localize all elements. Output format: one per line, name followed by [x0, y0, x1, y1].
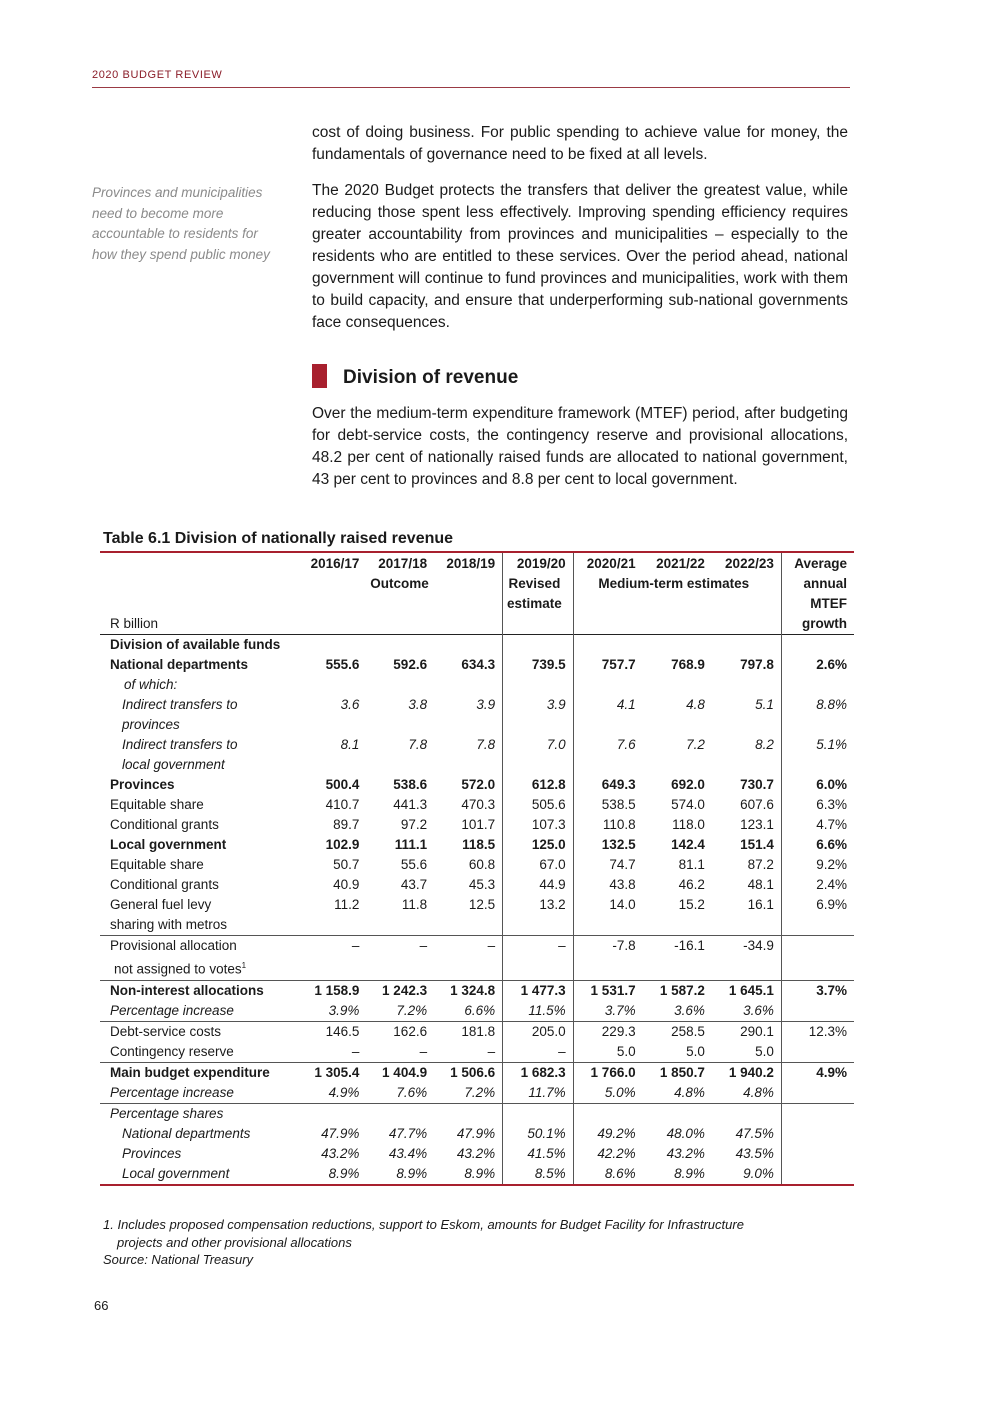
cell: 47.5%: [735, 1125, 774, 1141]
cell: 4.1: [573, 695, 642, 715]
table-header-row: [100, 553, 854, 574]
cell: 505.6: [503, 795, 573, 815]
cell: 46.2: [678, 877, 705, 892]
table-row: [100, 1021, 854, 1042]
cell: 50.7: [333, 857, 360, 872]
cell: [781, 936, 854, 957]
cell: 11.2: [334, 897, 360, 912]
row-label: General fuel levy: [110, 897, 212, 912]
row-label: Provisional allocation: [100, 936, 304, 957]
cell: 1 850.7: [643, 1062, 712, 1083]
cell: 162.6: [366, 1021, 434, 1042]
header-growth: growth: [781, 614, 854, 635]
paragraph-1: cost of doing business. For public spending to achieve value for money, the fundamentals of governance need to be fixed at all levels.: [312, 124, 848, 163]
cell: [781, 1001, 854, 1022]
cell: 730.7: [740, 777, 774, 792]
cell: 470.3: [461, 797, 496, 812]
cell: –: [351, 1043, 360, 1059]
cell: 441.3: [393, 797, 428, 812]
table-row: [100, 755, 854, 775]
row-label: Local government: [110, 837, 227, 852]
row-label: Conditional grants: [110, 817, 219, 832]
header-outcome: Outcome: [370, 576, 429, 591]
cell: 48.0%: [666, 1125, 705, 1141]
cell: 7.2%: [464, 1084, 496, 1100]
row-label: Non-interest allocations: [100, 980, 304, 1001]
row-label: Indirect transfers to: [122, 697, 238, 712]
header-estimate: estimate: [503, 594, 573, 614]
running-header: 2020 BUDGET REVIEW: [92, 69, 223, 81]
cell: 538.5: [573, 795, 642, 815]
cell: 1 477.3: [503, 980, 573, 1001]
cell: 7.2%: [396, 1002, 428, 1018]
table-row: [100, 1124, 854, 1144]
cell: 41.5%: [503, 1144, 573, 1164]
row-label: Percentage increase: [110, 1084, 234, 1100]
cell: 5.0: [755, 1043, 774, 1059]
row-label: Provinces: [122, 1145, 182, 1161]
row-label: National departments: [110, 657, 249, 672]
cell: 9.0%: [712, 1164, 781, 1185]
header-annual: annual: [781, 574, 854, 594]
cell: 592.6: [393, 657, 428, 672]
table-row: [100, 835, 854, 855]
footnote: [103, 1216, 823, 1252]
row-label: sharing with metros: [110, 917, 228, 932]
cell: 5.0: [686, 1043, 705, 1059]
cell: 55.6: [400, 857, 428, 872]
cell: 8.5%: [503, 1164, 573, 1185]
cell: 797.8: [740, 657, 774, 672]
cell: 102.9: [325, 837, 360, 852]
cell: 8.8%: [781, 695, 854, 715]
margin-note: Provinces and municipalities need to become more accountable to residents for how they spend public money: [92, 185, 270, 262]
cell: 1 506.6: [434, 1062, 503, 1083]
cell: 43.5%: [735, 1145, 774, 1161]
table-row: [100, 1144, 854, 1164]
cell: 607.6: [740, 797, 774, 812]
cell: 692.0: [671, 777, 705, 792]
cell: 410.7: [325, 797, 360, 812]
table-row: [100, 675, 854, 695]
footnote-line-1: 1. Includes proposed compensation reductions, support to Eskom, amounts for Budget Facility for Infrastructure: [103, 1217, 744, 1232]
cell: [781, 1083, 854, 1104]
cell: 12.5: [468, 897, 496, 912]
table-row: [100, 980, 854, 1001]
cell: 13.2: [503, 895, 573, 915]
cell: 634.3: [461, 657, 496, 672]
cell: 67.0: [503, 855, 573, 875]
cell: 8.2: [755, 737, 774, 752]
unit-label: R billion: [110, 616, 159, 631]
source-note: Source: National Treasury: [103, 1252, 254, 1267]
cell: 4.9%: [781, 1062, 854, 1083]
row-label: local government: [122, 757, 225, 772]
cell: 1 940.2: [712, 1062, 781, 1083]
cell: [781, 1164, 854, 1185]
cell: 125.0: [503, 835, 573, 855]
table-row: [100, 1083, 854, 1104]
cell: 538.6: [393, 777, 428, 792]
header-year: 2017/18: [378, 556, 428, 571]
cell: 5.1%: [781, 735, 854, 755]
cell: 6.6%: [781, 835, 854, 855]
table-row: [100, 795, 854, 815]
row-label: Equitable share: [110, 857, 204, 872]
table-row: [100, 775, 854, 795]
header-mtef: Medium-term estimates: [573, 574, 781, 594]
cell: 43.4%: [388, 1145, 428, 1161]
table-row: [100, 895, 854, 915]
table-row: [100, 956, 854, 980]
cell: 43.7: [400, 877, 428, 892]
row-label: Contingency reserve: [110, 1043, 234, 1059]
cell: 11.5%: [503, 1001, 573, 1022]
cell: 4.8: [686, 697, 705, 712]
cell: 649.3: [573, 775, 642, 795]
table-header-row: [100, 574, 854, 594]
cell: 768.9: [671, 657, 705, 672]
header-year: 2019/20: [503, 553, 573, 574]
cell: –: [487, 1043, 496, 1059]
cell: 50.1%: [503, 1124, 573, 1144]
cell: 2.4%: [781, 875, 854, 895]
header-rule: [92, 87, 850, 88]
cell: 43.2%: [666, 1145, 705, 1161]
row-label: provinces: [122, 717, 180, 732]
table-header-row: [100, 614, 854, 635]
row-label: Debt-service costs: [100, 1021, 304, 1042]
cell: 1 324.8: [434, 980, 503, 1001]
header-year: 2022/23: [725, 556, 774, 571]
row-label: Conditional grants: [110, 877, 219, 892]
cell: –: [366, 936, 434, 957]
cell: 3.6%: [674, 1002, 705, 1018]
row-label: Indirect transfers to: [122, 737, 238, 752]
cell: [781, 1042, 854, 1063]
table-header-row: [100, 594, 854, 614]
cell: 132.5: [573, 835, 642, 855]
cell: 11.8: [401, 897, 428, 912]
division-of-revenue-table: [100, 553, 854, 1186]
paragraph-2: The 2020 Budget protects the transfers that deliver the greatest value, while reducing those spent less effectively. Improving spending efficiency requires greater accountability from provinces and municipalities – especially to the residents who are entitled to these services. Over the period ahead, national government will continue to fund provinces and municipalities, work with them to build capacity, and ensure that underperforming sub-national governments face consequences.: [312, 182, 848, 331]
cell: 205.0: [503, 1021, 573, 1042]
cell: 1 158.9: [304, 980, 367, 1001]
paragraph-3: Over the medium-term expenditure framework (MTEF) period, after budgeting for debt-service costs, the contingency reserve and provisional allocations, 48.2 per cent of nationally raised funds are allocated to national government, 43 per cent to provinces and 8.8 per cent to local government.: [312, 405, 848, 488]
cell: 8.9%: [643, 1164, 712, 1185]
cell: 43.2%: [321, 1145, 360, 1161]
table-row: [100, 1164, 854, 1185]
table-row: [100, 936, 854, 957]
cell: 9.2%: [781, 855, 854, 875]
cell: 7.2: [686, 737, 705, 752]
cell: 1 766.0: [573, 1062, 642, 1083]
table-row: [100, 1103, 854, 1124]
cell: –: [419, 1043, 428, 1059]
cell: 181.8: [434, 1021, 503, 1042]
table-row: [100, 735, 854, 755]
cell: 7.6: [573, 735, 642, 755]
cell: 6.0%: [781, 775, 854, 795]
cell: 258.5: [643, 1021, 712, 1042]
cell: 3.9: [476, 697, 496, 712]
cell: 3.7%: [573, 1001, 642, 1022]
cell: –: [434, 936, 503, 957]
cell: 3.6%: [743, 1002, 774, 1018]
cell: 1 531.7: [573, 980, 642, 1001]
row-label: [100, 956, 304, 980]
cell: 739.5: [503, 655, 573, 675]
header-empty: [100, 553, 304, 574]
cell: 45.3: [468, 877, 496, 892]
header-revised: Revised: [503, 574, 573, 594]
cell: 5.0%: [573, 1083, 642, 1104]
cell: 574.0: [671, 797, 705, 812]
cell: 5.0: [573, 1042, 642, 1063]
table-title: Table 6.1 Division of nationally raised revenue: [103, 530, 454, 547]
table-row: [100, 815, 854, 835]
cell: 3.7%: [781, 980, 854, 1001]
row-label: Provinces: [110, 777, 175, 792]
cell: 7.8: [476, 737, 496, 752]
cell: 47.7%: [388, 1125, 428, 1141]
cell: 43.8: [573, 875, 642, 895]
cell: –: [304, 936, 367, 957]
cell: 48.1: [747, 877, 774, 892]
cell: 107.3: [503, 815, 573, 835]
cell: 7.0: [503, 735, 573, 755]
cell: 151.4: [740, 837, 774, 852]
cell: 1 242.3: [366, 980, 434, 1001]
cell: 4.7%: [781, 815, 854, 835]
cell: 16.1: [747, 897, 774, 912]
row-label: Main budget expenditure: [100, 1062, 304, 1083]
table-row: [100, 1001, 854, 1022]
cell: 47.9%: [321, 1125, 360, 1141]
header-year: 2018/19: [446, 556, 496, 571]
row-label: Division of available funds: [100, 635, 304, 656]
cell: 47.9%: [456, 1125, 496, 1141]
cell: 111.1: [394, 837, 428, 852]
cell: 555.6: [325, 657, 360, 672]
cell: 4.9%: [328, 1084, 360, 1100]
cell: 49.2%: [573, 1124, 642, 1144]
cell: 1 404.9: [366, 1062, 434, 1083]
cell: –: [503, 936, 573, 957]
header-mtef-label: MTEF: [781, 594, 854, 614]
cell: 1 682.3: [503, 1062, 573, 1083]
cell: [781, 1124, 854, 1144]
cell: 44.9: [503, 875, 573, 895]
cell: 14.0: [573, 895, 642, 915]
cell: 229.3: [573, 1021, 642, 1042]
cell: 12.3%: [781, 1021, 854, 1042]
table-row: [100, 635, 854, 656]
footnote-line-2: projects and other provisional allocations: [117, 1235, 352, 1250]
cell: 11.7%: [503, 1083, 573, 1104]
section-title: Division of revenue: [343, 367, 519, 388]
cell: –: [503, 1042, 573, 1063]
row-label: Equitable share: [110, 797, 204, 812]
cell: 15.2: [678, 897, 705, 912]
cell: -7.8: [573, 936, 642, 957]
cell: 3.8: [408, 697, 428, 712]
cell: 4.8%: [743, 1084, 774, 1100]
cell: 89.7: [333, 817, 360, 832]
cell: 6.9%: [781, 895, 854, 915]
cell: 118.5: [462, 837, 496, 852]
cell: 118.0: [672, 817, 705, 832]
cell: 142.4: [671, 837, 705, 852]
table-row: [100, 695, 854, 715]
cell: 612.8: [503, 775, 573, 795]
table-row: [100, 1042, 854, 1063]
cell: 500.4: [325, 777, 360, 792]
cell: 757.7: [573, 655, 642, 675]
cell: 87.2: [747, 857, 774, 872]
cell: 74.7: [573, 855, 642, 875]
cell: 1 587.2: [643, 980, 712, 1001]
cell: 2.6%: [781, 655, 854, 675]
page-number: 66: [94, 1298, 109, 1313]
cell: 110.8: [573, 815, 642, 835]
row-label: National departments: [122, 1125, 251, 1141]
cell: 5.1: [755, 697, 774, 712]
footnote-marker: 1: [241, 961, 247, 970]
cell: 40.9: [333, 877, 360, 892]
cell: 42.2%: [573, 1144, 642, 1164]
cell: 7.6%: [396, 1084, 428, 1100]
cell: 8.1: [340, 737, 360, 752]
table-row: [100, 915, 854, 936]
cell: 8.9%: [366, 1164, 434, 1185]
cell: 8.9%: [434, 1164, 503, 1185]
header-year: 2016/17: [310, 556, 360, 571]
cell: -34.9: [712, 936, 781, 957]
cell: [781, 1144, 854, 1164]
row-label: Local government: [100, 1164, 304, 1185]
table-row: [100, 655, 854, 675]
header-year: 2020/21: [573, 553, 642, 574]
section-marker: [312, 364, 327, 388]
table-row: [100, 1062, 854, 1083]
cell: -16.1: [643, 936, 712, 957]
cell: 3.9%: [328, 1002, 360, 1018]
cell: 101.7: [461, 817, 496, 832]
cell: 43.2%: [456, 1145, 496, 1161]
cell: 81.1: [678, 857, 705, 872]
table-row: [100, 715, 854, 735]
row-label: Percentage increase: [110, 1002, 234, 1018]
cell: 6.6%: [464, 1002, 496, 1018]
header-year: 2021/22: [656, 556, 705, 571]
header-average: Average: [781, 553, 854, 574]
cell: 1 305.4: [304, 1062, 367, 1083]
cell: 1 645.1: [712, 980, 781, 1001]
cell: 3.9: [503, 695, 573, 715]
row-label: Percentage shares: [100, 1103, 304, 1124]
table-row: [100, 855, 854, 875]
cell: 572.0: [461, 777, 496, 792]
cell: 290.1: [712, 1021, 781, 1042]
cell: 4.8%: [674, 1084, 705, 1100]
cell: 8.9%: [304, 1164, 367, 1185]
cell: 6.3%: [781, 795, 854, 815]
cell: 7.8: [408, 737, 428, 752]
cell: 146.5: [304, 1021, 367, 1042]
row-label: of which:: [124, 677, 178, 692]
row-label-text: not assigned to votes: [114, 961, 242, 977]
cell: 97.2: [400, 817, 428, 832]
cell: 8.6%: [573, 1164, 642, 1185]
table-row: [100, 875, 854, 895]
cell: 123.1: [740, 817, 774, 832]
cell: 60.8: [468, 857, 496, 872]
cell: 3.6: [340, 697, 360, 712]
